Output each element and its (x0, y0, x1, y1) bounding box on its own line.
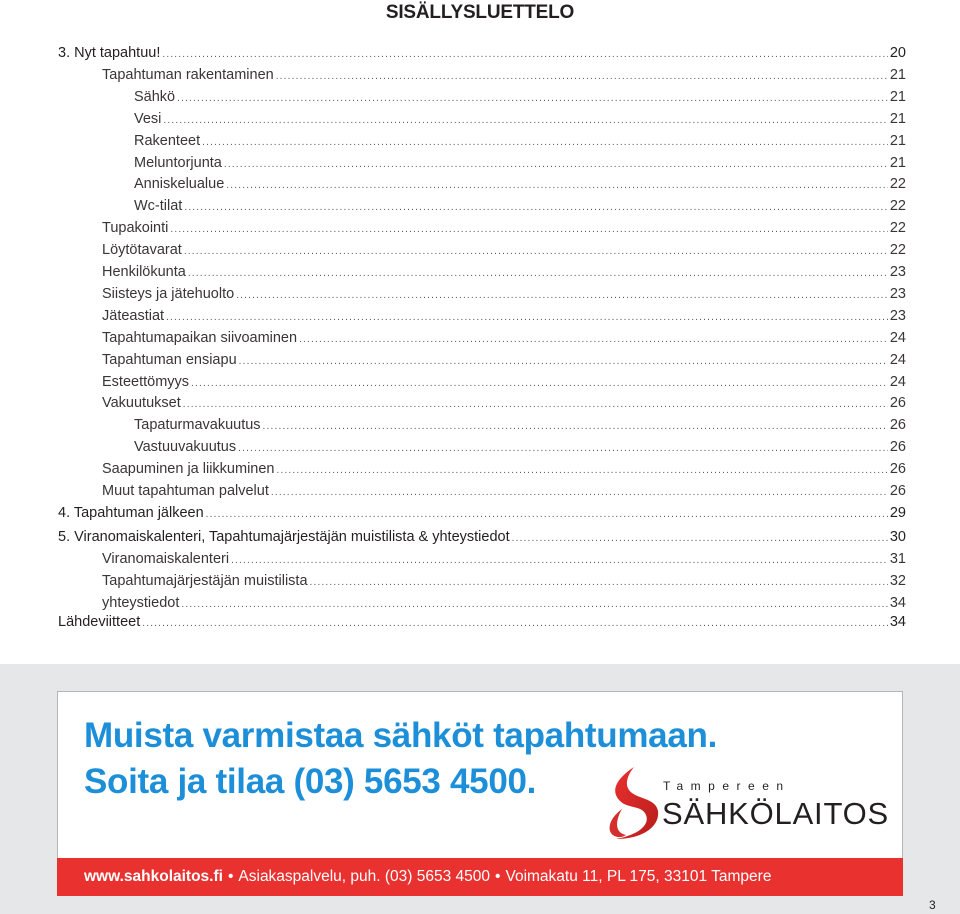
toc-leader-dots (188, 267, 888, 281)
toc-entry-page: 22 (889, 242, 906, 259)
toc-entry-page: 24 (889, 373, 906, 390)
toc-entry[interactable] (134, 171, 906, 193)
toc-entry-page: 21 (889, 132, 906, 149)
toc-leader-dots (239, 355, 888, 369)
bullet-separator: • (227, 868, 234, 885)
toc-entry-label: Rakenteet (134, 132, 201, 149)
toc-leader-dots (184, 201, 888, 215)
toc-entry-label: Henkilökunta (102, 264, 186, 280)
toc-leader-dots (310, 576, 888, 590)
toc-entry-page: 22 (889, 176, 906, 193)
toc-entry-label: Wc-tilat (134, 198, 183, 215)
toc-leader-dots (226, 179, 888, 193)
toc-entry-label: Meluntorjunta (134, 154, 222, 171)
toc-entry[interactable] (58, 40, 906, 62)
logo-tagline: Tampereen (663, 779, 791, 793)
toc-entry[interactable] (134, 150, 906, 172)
toc-leader-dots (184, 245, 888, 259)
toc-entry[interactable] (134, 434, 906, 456)
toc-leader-dots (263, 420, 888, 434)
toc-entry-page: 31 (889, 550, 906, 567)
toc-entry-page: 26 (889, 395, 906, 412)
toc-entry[interactable] (134, 106, 906, 128)
toc-entry[interactable] (102, 390, 906, 412)
toc-entry-label: 3. Nyt tapahtuu! (58, 45, 161, 61)
toc-entry[interactable] (102, 478, 906, 500)
toc-entry-label: Tapahtumajärjestäjän muistilista (102, 572, 308, 589)
toc-entry[interactable] (102, 456, 906, 478)
toc-entry[interactable] (134, 193, 906, 215)
toc-entry[interactable] (102, 215, 906, 237)
toc-entry-page: 26 (889, 461, 906, 478)
toc-entry[interactable] (102, 568, 906, 590)
toc-entry[interactable] (102, 237, 906, 259)
ad-headline-2: Soita ja tilaa (03) 5653 4500. (84, 762, 537, 801)
toc-entry-page: 21 (889, 154, 906, 171)
toc-entry[interactable] (102, 590, 906, 612)
toc-entry[interactable] (58, 524, 906, 546)
toc-entry-page: 21 (889, 110, 906, 127)
toc-entry-page: 34 (889, 614, 906, 631)
toc-entry-label: Muut tapahtuman palvelut (102, 483, 269, 499)
toc-leader-dots (206, 508, 888, 522)
customer-service-text: Asiakaspalvelu, puh. (03) 5653 4500 (238, 868, 491, 885)
toc-entry-page: 26 (889, 483, 906, 499)
toc-entry-page: 21 (889, 88, 906, 105)
website-link[interactable]: www.sahkolaitos.fi (84, 868, 223, 885)
toc-entry-page: 32 (889, 572, 906, 589)
toc-entry-label: Anniskelualue (134, 176, 225, 193)
toc-entry[interactable] (102, 281, 906, 303)
toc-entry[interactable] (102, 546, 906, 568)
toc-entry[interactable] (102, 62, 906, 84)
ad-headline-1: Muista varmistaa sähköt tapahtumaan. (84, 716, 718, 755)
toc-leader-dots (276, 70, 888, 84)
toc-entry-label: Siisteys ja jätehuolto (102, 285, 235, 302)
toc-leader-dots (142, 617, 888, 631)
toc-entry-page: 22 (889, 198, 906, 215)
toc-entry-label: Tapahtuman ensiapu (102, 351, 237, 368)
toc-entry-page: 21 (889, 66, 906, 83)
toc-entry[interactable] (134, 128, 906, 150)
toc-leader-dots (231, 554, 888, 568)
toc-leader-dots (183, 398, 888, 412)
toc-entry[interactable] (58, 609, 906, 631)
toc-leader-dots (299, 333, 888, 347)
toc-entry[interactable] (134, 84, 906, 106)
toc-entry-label: Vastuuvakuutus (134, 439, 237, 456)
bullet-separator: • (495, 868, 501, 885)
toc-entry-label: 4. Tapahtuman jälkeen (58, 504, 204, 521)
toc-entry-page: 26 (889, 417, 906, 434)
toc-entry-label: Jäteastiat (102, 307, 165, 324)
toc-leader-dots (163, 114, 887, 128)
toc-entry-page: 30 (889, 528, 906, 545)
toc-leader-dots (277, 464, 888, 478)
toc-entry-label: yhteystiedot (102, 594, 180, 611)
toc-entry-label: Viranomaiskalenteri (102, 550, 230, 567)
toc-entry-label: Lähdeviitteet (58, 614, 141, 631)
toc-entry-page: 34 (889, 594, 906, 611)
toc-entry[interactable] (58, 500, 906, 522)
toc-entry-label: Tapaturmavakuutus (134, 417, 261, 434)
toc-entry-page: 23 (889, 285, 906, 302)
ad-footer-bar (57, 858, 903, 896)
toc-entry-page: 23 (889, 264, 906, 280)
toc-leader-dots (238, 442, 888, 456)
toc-entry[interactable] (134, 412, 906, 434)
toc-entry-label: 5. Viranomaiskalenteri, Tapahtumajärjestäjän muistilista & yhteystiedot (58, 528, 510, 545)
toc-title: SISÄLLYSLUETTELO (385, 2, 575, 23)
toc-entry-label: Löytötavarat (102, 242, 182, 259)
toc-leader-dots (271, 486, 888, 500)
toc-leader-dots (202, 136, 888, 150)
toc-leader-dots (191, 377, 888, 391)
toc-entry-label: Tupakointi (102, 220, 169, 237)
toc-entry-label: Esteettömyys (102, 373, 190, 390)
toc-leader-dots (162, 48, 887, 62)
toc-entry[interactable] (102, 369, 906, 391)
toc-leader-dots (236, 289, 888, 303)
toc-leader-dots (177, 92, 888, 106)
toc-entry-page: 22 (889, 220, 906, 237)
toc-entry-label: Saapuminen ja liikkuminen (102, 461, 275, 478)
toc-entry-page: 26 (889, 439, 906, 456)
flame-logo-icon (602, 765, 664, 841)
address-text: Voimakatu 11, PL 175, 33101 Tampere (505, 868, 772, 885)
toc-entry-page: 24 (889, 351, 906, 368)
toc-entry-label: Vakuutukset (102, 395, 181, 412)
toc-leader-dots (224, 158, 888, 172)
toc-entry-label: Tapahtuman rakentaminen (102, 66, 274, 83)
toc-entry[interactable] (102, 303, 906, 325)
toc-entry[interactable] (102, 325, 906, 347)
toc-entry-page: 23 (889, 307, 906, 324)
toc-entry-page: 20 (889, 45, 906, 61)
toc-leader-dots (512, 532, 888, 546)
toc-entry-label: Vesi (134, 110, 162, 127)
toc-entry-page: 29 (889, 504, 906, 521)
logo-wordmark: SÄHKÖLAITOS (662, 796, 890, 831)
toc-entry[interactable] (102, 347, 906, 369)
toc-leader-dots (170, 223, 887, 237)
toc-entry-label: Sähkö (134, 88, 176, 105)
toc-leader-dots (166, 311, 888, 325)
toc-entry[interactable] (102, 259, 906, 281)
toc-entry-page: 24 (889, 329, 906, 346)
page-number: 3 (929, 898, 936, 912)
toc-entry-label: Tapahtumapaikan siivoaminen (102, 329, 298, 346)
